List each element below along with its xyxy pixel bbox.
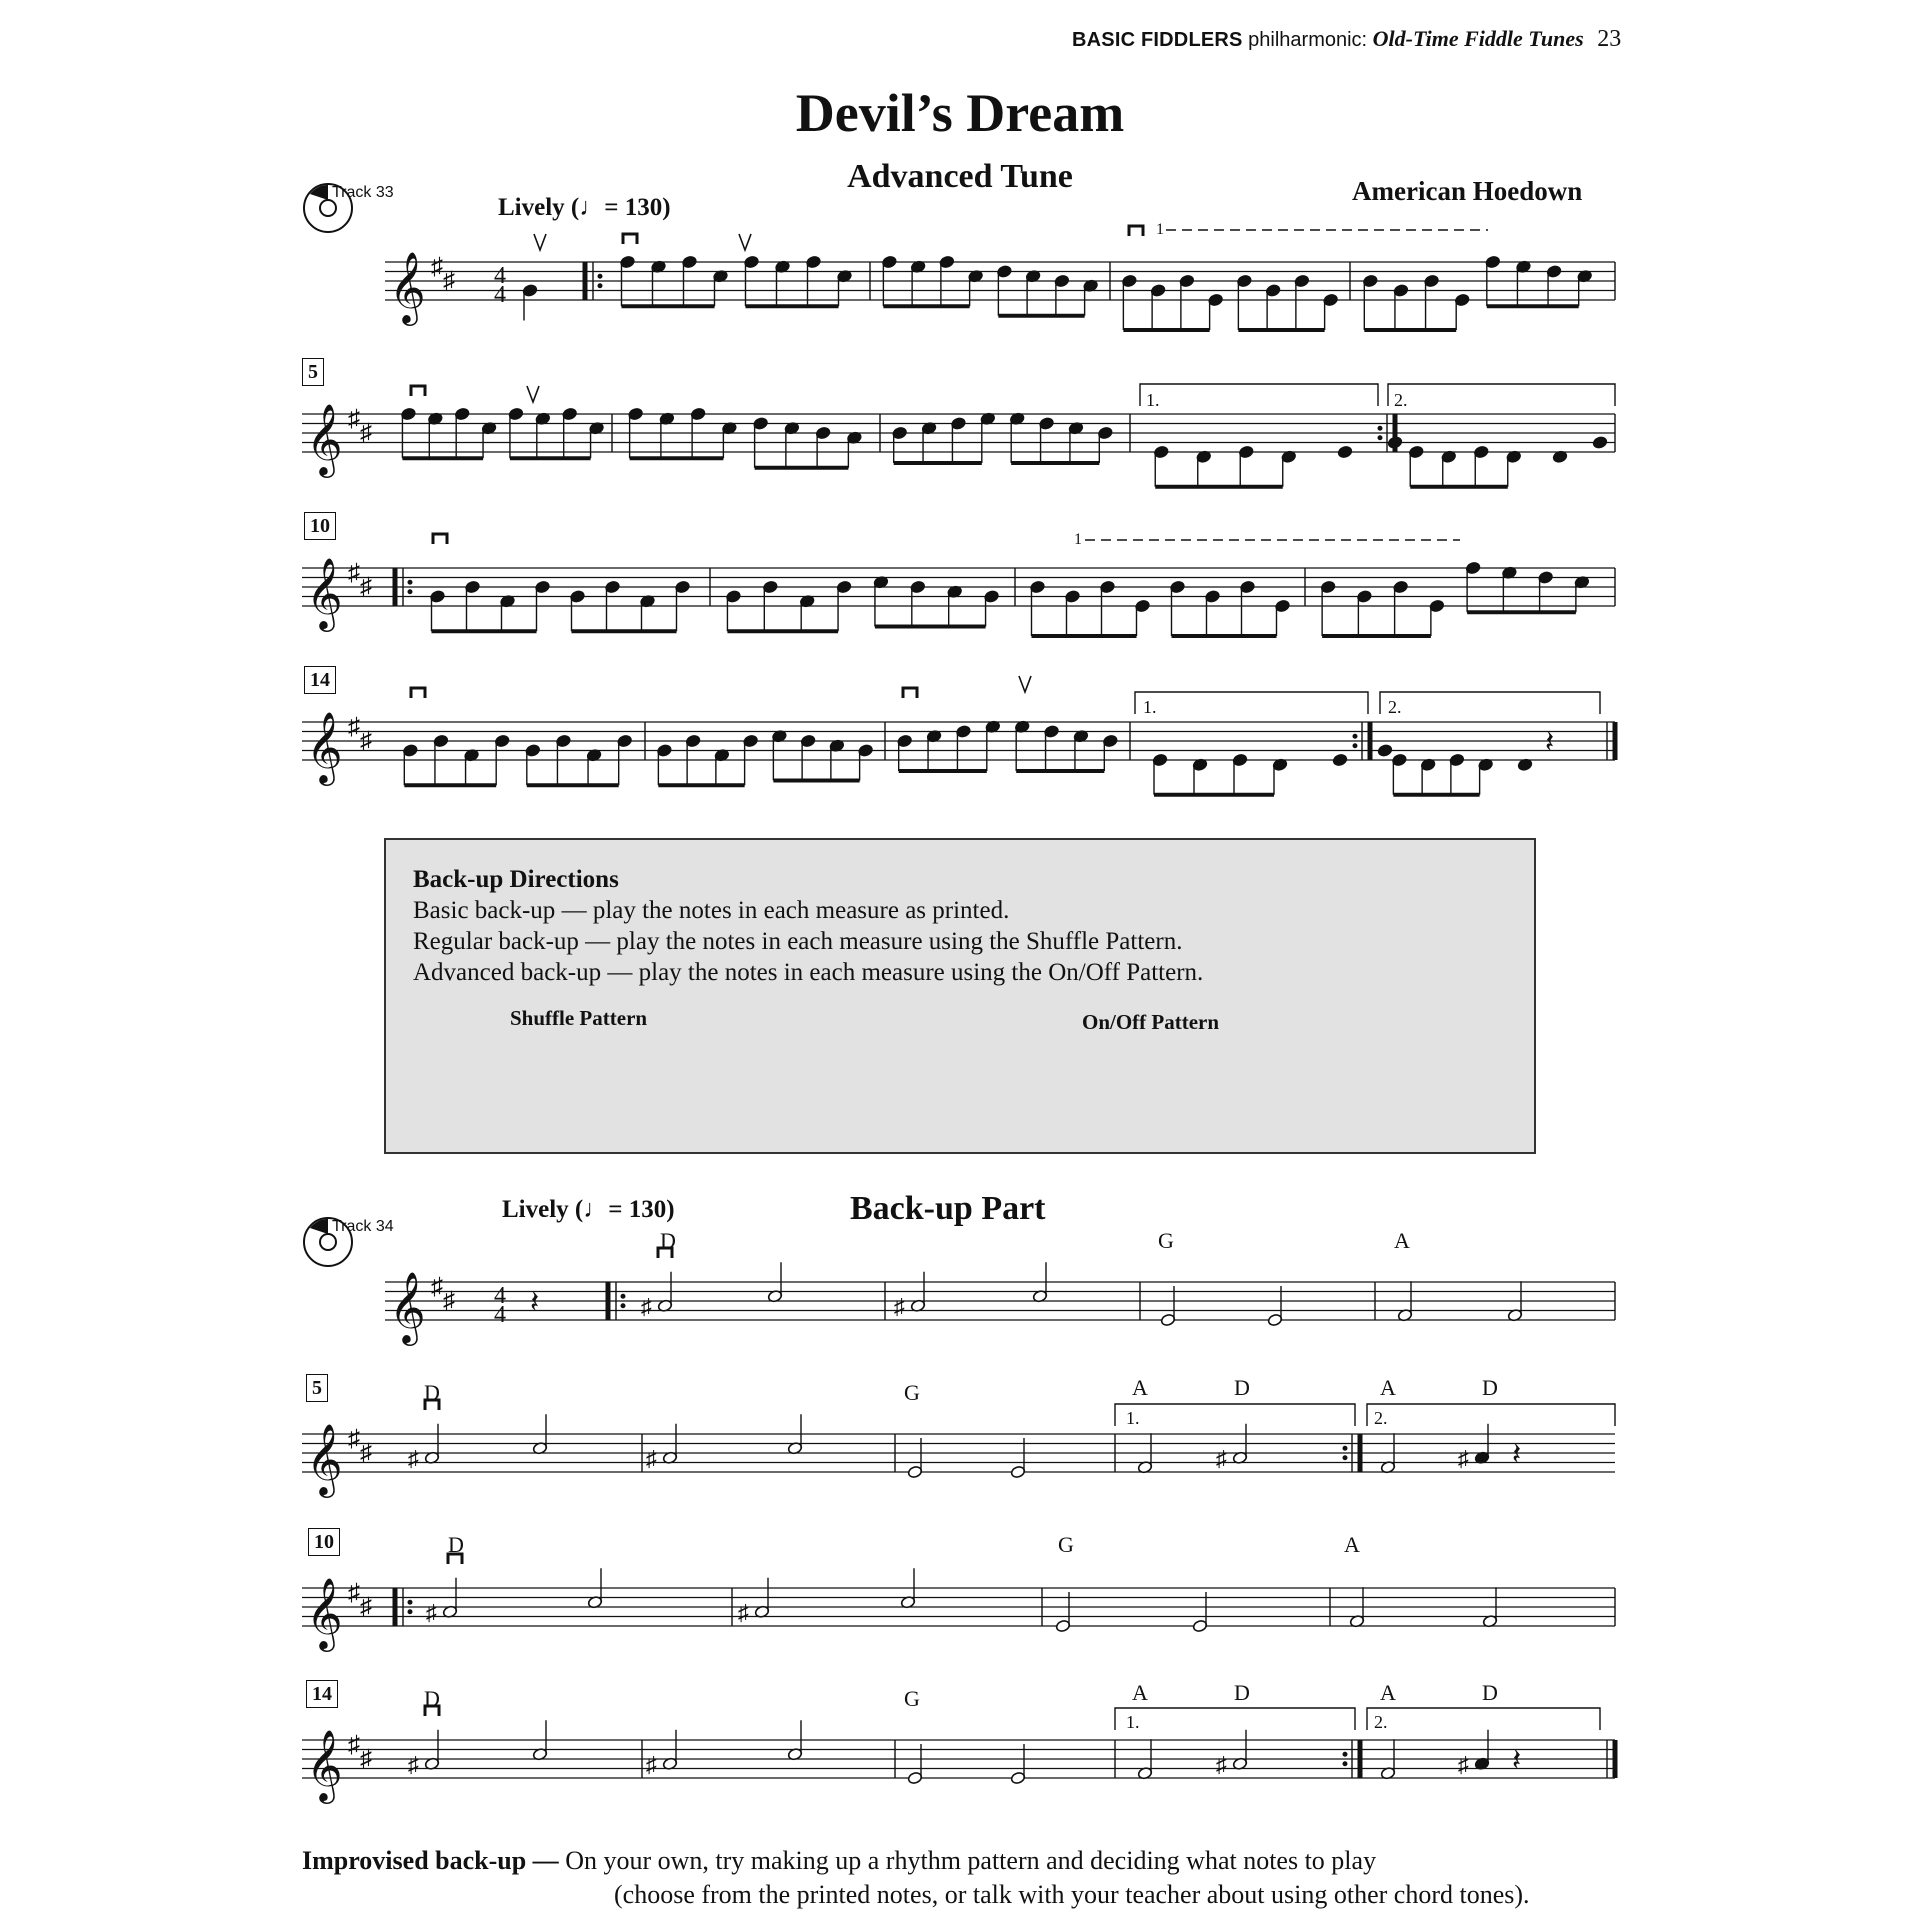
accidental-sharp: ♯	[408, 1445, 419, 1471]
chord-symbol: A	[1132, 1680, 1148, 1705]
key-signature-sharp: ♯	[348, 1580, 360, 1606]
tempo-marking: Lively (♩= 130)	[502, 1196, 675, 1223]
backup-line: Regular back-up — play the notes in each measure using the Shuffle Pattern.	[413, 928, 1183, 955]
ending-bracket	[1115, 1708, 1355, 1730]
chord-symbol: G	[1158, 1228, 1174, 1253]
key-signature-sharp: ♯	[348, 1732, 360, 1758]
improvised-backup-note	[302, 1844, 1376, 1877]
up-bow-icon	[1019, 676, 1031, 692]
chord-symbol: D	[1482, 1375, 1498, 1400]
ending-bracket	[1140, 384, 1378, 406]
ending-bracket	[1367, 1708, 1600, 1730]
treble-clef: 𝄞	[389, 1274, 426, 1342]
page-title: Devil’s Dream	[795, 83, 1125, 143]
treble-clef: 𝄞	[389, 254, 426, 322]
ending-label: 2.	[1374, 1712, 1388, 1732]
quarter-note-icon: ♩	[583, 1196, 609, 1223]
repeat-dot	[1343, 1761, 1348, 1766]
repeat-dot	[1353, 743, 1358, 748]
chord-symbol: A	[1132, 1375, 1148, 1400]
treble-clef: 𝄞	[306, 1426, 343, 1494]
ending-label: 1.	[1126, 1712, 1140, 1732]
time-signature: 4	[494, 1302, 506, 1328]
repeat-dot	[408, 1609, 413, 1614]
ending-bracket	[1135, 692, 1368, 714]
up-bow-icon	[527, 386, 539, 402]
measure-number-box: 14	[306, 1680, 338, 1708]
note-head	[1592, 436, 1607, 449]
key-signature-sharp: ♯	[360, 1594, 372, 1620]
accidental-sharp: ♯	[1216, 1751, 1227, 1777]
tempo-marking: Lively (♩= 130)	[498, 194, 671, 221]
chord-symbol: G	[904, 1380, 920, 1405]
key-signature-sharp: ♯	[431, 254, 443, 280]
backup-directions-box	[384, 838, 1536, 1154]
down-bow-icon	[903, 688, 917, 698]
up-bow-icon	[739, 234, 751, 250]
ending-label: 2.	[1388, 697, 1402, 717]
key-signature-sharp: ♯	[360, 420, 372, 446]
accidental-sharp: ♯	[738, 1599, 749, 1625]
accidental-sharp: ♯	[1458, 1445, 1469, 1471]
accidental-sharp: ♯	[408, 1751, 419, 1777]
quarter-note-icon: ♩	[579, 194, 605, 221]
repeat-dot	[408, 580, 413, 585]
note-head	[1337, 445, 1352, 458]
book-title: Old-Time Fiddle Tunes	[1372, 26, 1584, 51]
composer: American Hoedown	[1352, 176, 1583, 206]
chord-symbol: A	[1344, 1532, 1360, 1557]
ending-bracket	[1388, 384, 1615, 406]
note-head	[1332, 753, 1347, 766]
fingering-number: 1	[1156, 221, 1164, 238]
tempo-value: = 130)	[604, 194, 671, 221]
chord-symbol: A	[1394, 1228, 1410, 1253]
down-bow-icon	[411, 386, 425, 396]
track-label: Track 34	[332, 1218, 394, 1235]
chord-symbol: A	[1380, 1680, 1396, 1705]
chord-symbol: D	[1482, 1680, 1498, 1705]
key-signature-sharp: ♯	[431, 1274, 443, 1300]
ending-bracket	[1115, 1404, 1355, 1426]
tempo-word: Lively	[502, 1196, 569, 1223]
ending-label: 1.	[1146, 390, 1160, 410]
measure-number-box: 5	[306, 1374, 328, 1402]
fingering-number: 1	[1074, 531, 1082, 548]
treble-clef: 𝄞	[306, 1580, 343, 1648]
chord-symbol: D	[660, 1228, 676, 1253]
accidental-sharp: ♯	[894, 1293, 905, 1319]
accidental-sharp: ♯	[426, 1599, 437, 1625]
ending-label: 1.	[1126, 1408, 1140, 1428]
down-bow-icon	[1129, 226, 1143, 236]
accidental-sharp: ♯	[646, 1751, 657, 1777]
improvised-backup-term: Improvised back-up —	[302, 1846, 559, 1875]
down-bow-icon	[433, 534, 447, 544]
chord-symbol: D	[424, 1686, 440, 1711]
repeat-dot	[1343, 1455, 1348, 1460]
treble-clef: 𝄞	[306, 560, 343, 628]
repeat-dot	[1353, 734, 1358, 739]
chord-symbol: D	[448, 1532, 464, 1557]
accidental-sharp: ♯	[1216, 1445, 1227, 1471]
key-signature-sharp: ♯	[443, 1288, 455, 1314]
measure-number-box: 10	[308, 1528, 340, 1556]
quarter-rest: 𝄽	[530, 1286, 540, 1319]
time-signature: 4	[494, 1283, 506, 1309]
time-signature: 4	[494, 282, 506, 308]
key-signature-sharp: ♯	[360, 574, 372, 600]
repeat-dot	[1378, 426, 1383, 431]
key-signature-sharp: ♯	[360, 1440, 372, 1466]
backup-directions-text	[413, 864, 1203, 988]
backup-line: Basic back-up — play the notes in each measure as printed.	[413, 897, 1010, 924]
quarter-rest: 𝄽	[1512, 1744, 1522, 1777]
chord-symbol: G	[1058, 1532, 1074, 1557]
chord-symbol: D	[424, 1380, 440, 1405]
down-bow-icon	[623, 234, 637, 244]
ending-label: 2.	[1374, 1408, 1388, 1428]
quarter-rest: 𝄽	[1545, 726, 1555, 759]
repeat-dot	[408, 1600, 413, 1605]
repeat-dot	[621, 1303, 626, 1308]
accidental-sharp: ♯	[1458, 1751, 1469, 1777]
quarter-rest: 𝄽	[1512, 1438, 1522, 1471]
key-signature-sharp: ♯	[360, 728, 372, 754]
repeat-dot	[1343, 1446, 1348, 1451]
key-signature-sharp: ♯	[348, 406, 360, 432]
ending-label: 1.	[1143, 697, 1157, 717]
treble-clef: 𝄞	[306, 406, 343, 474]
accidental-sharp: ♯	[646, 1445, 657, 1471]
ending-bracket	[1380, 692, 1600, 714]
down-bow-icon	[411, 688, 425, 698]
measure-number-box: 10	[304, 512, 336, 540]
track-label: Track 33	[332, 184, 394, 201]
key-signature-sharp: ♯	[348, 560, 360, 586]
onoff-pattern-label: On/Off Pattern	[1082, 1010, 1220, 1034]
backup-line: Advanced back-up — play the notes in each measure using the On/Off Pattern.	[413, 959, 1204, 986]
improvised-line-1: On your own, try making up a rhythm pattern and deciding what notes to play	[565, 1846, 1377, 1875]
treble-clef: 𝄞	[306, 1732, 343, 1800]
key-signature-sharp: ♯	[443, 268, 455, 294]
repeat-dot	[598, 274, 603, 279]
treble-clef: 𝄞	[306, 714, 343, 782]
key-signature-sharp: ♯	[360, 1746, 372, 1772]
page-number: 23	[1597, 26, 1622, 52]
repeat-dot	[598, 283, 603, 288]
up-bow-icon	[534, 234, 546, 250]
measure-number-box: 14	[304, 666, 336, 694]
key-signature-sharp: ♯	[348, 714, 360, 740]
time-signature: 4	[494, 263, 506, 289]
backup-part-title: Back-up Part	[850, 1190, 1046, 1227]
repeat-dot	[1343, 1752, 1348, 1757]
key-signature-sharp: ♯	[348, 1426, 360, 1452]
improvised-line-2: (choose from the printed notes, or talk with your teacher about using other chord tones).	[614, 1880, 1530, 1909]
measure-number-box: 5	[302, 358, 324, 386]
shuffle-pattern-label: Shuffle Pattern	[510, 1006, 648, 1030]
chord-symbol: D	[1234, 1375, 1250, 1400]
series-sub: philharmonic:	[1248, 29, 1368, 51]
chord-symbol: G	[904, 1686, 920, 1711]
chord-symbol: A	[1380, 1375, 1396, 1400]
series-name: BASIC FIDDLERS	[1072, 29, 1243, 51]
repeat-dot	[408, 589, 413, 594]
tempo-word: Lively	[498, 194, 565, 221]
ending-bracket	[1367, 1404, 1615, 1426]
note-head	[1377, 744, 1392, 757]
ending-label: 2.	[1394, 390, 1408, 410]
accidental-sharp: ♯	[641, 1293, 652, 1319]
repeat-dot	[1378, 435, 1383, 440]
tempo-value: = 130)	[608, 1196, 675, 1223]
chord-symbol: D	[1234, 1680, 1250, 1705]
backup-directions-heading: Back-up Directions	[413, 866, 619, 893]
tune-subtitle: Advanced Tune	[847, 158, 1073, 195]
repeat-dot	[621, 1294, 626, 1299]
